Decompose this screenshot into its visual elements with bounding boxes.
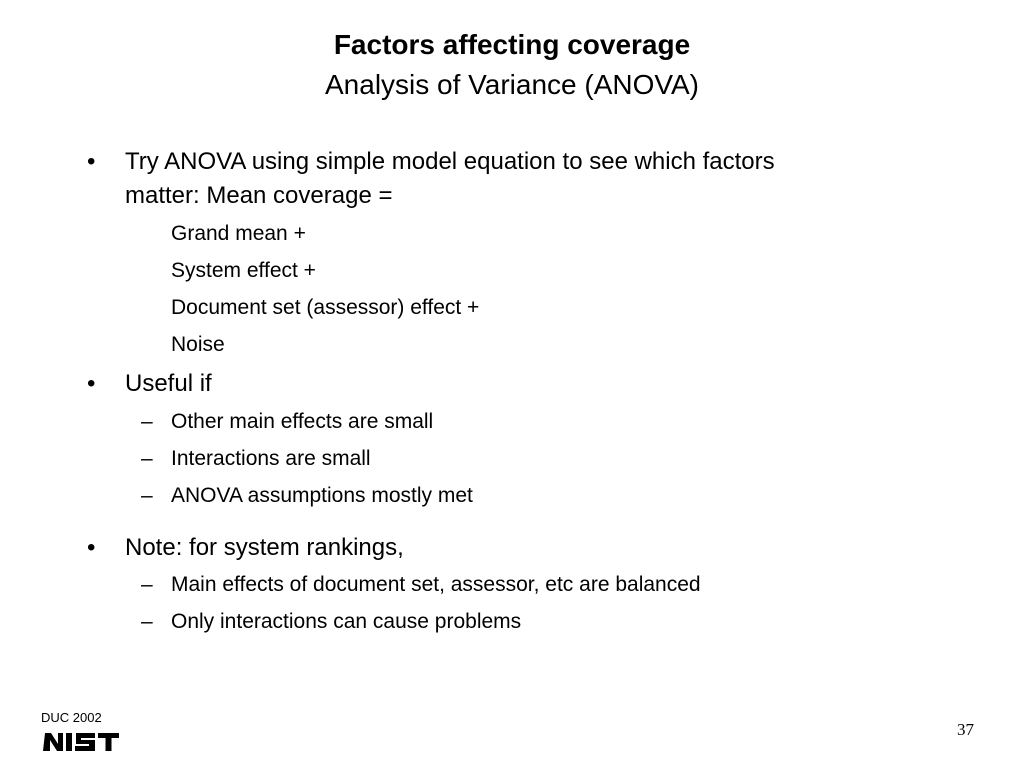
sub-item: Only interactions can cause problems [171,610,522,633]
nist-logo [43,733,119,751]
model-term: Document set (assessor) effect + [171,296,480,319]
bullet-marker: • [87,148,96,175]
slide-subtitle: Analysis of Variance (ANOVA) [325,69,699,100]
bullet-text: Try ANOVA using simple model equation to see which factors [125,148,775,175]
dash-marker: – [141,484,153,507]
bullet-marker: • [87,534,96,561]
slide-title: Factors affecting coverage [333,29,691,60]
model-term: Grand mean + [171,222,306,245]
model-term: Noise [171,333,225,356]
model-term: System effect + [171,259,316,282]
dash-marker: – [141,610,153,633]
bullet-text: Useful if [125,370,212,397]
page-number: 37 [957,720,974,739]
bullet-text: matter: Mean coverage = [125,182,393,209]
sub-item: ANOVA assumptions mostly met [171,484,473,507]
footer-event: DUC 2002 [41,710,102,725]
bullet-text: Note: for system rankings, [125,534,404,561]
dash-marker: – [141,447,153,470]
sub-item: Other main effects are small [171,410,434,433]
sub-item: Interactions are small [171,447,371,470]
bullet-marker: • [87,370,96,397]
dash-marker: – [141,573,153,596]
dash-marker: – [141,410,153,433]
sub-item: Main effects of document set, assessor, etc are balanced [171,573,701,596]
